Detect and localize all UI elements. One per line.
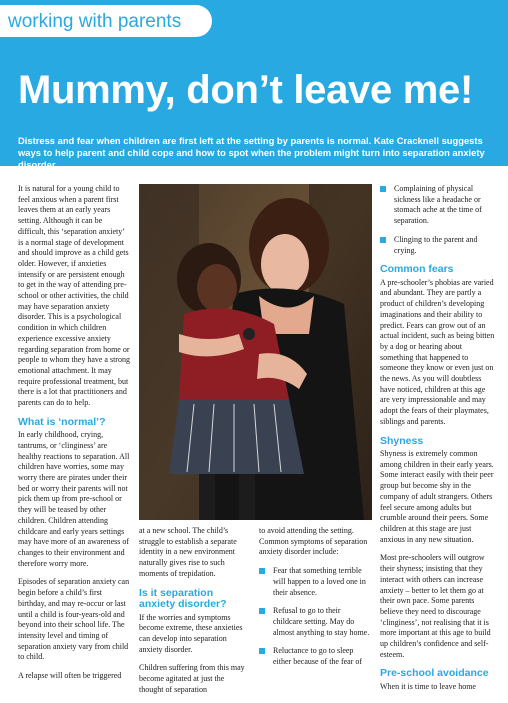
column-2	[139, 526, 249, 703]
body-paragraph: Most pre-schoolers will outgrow their shyness; insisting that they interact with others can increase anxiety – better to let them go at their own pace. Some parents believe they need to discourage ‘clinginess’, not realising that it is more important at this age to build up children’s confidence and self-esteem.	[380, 553, 491, 659]
symptom-list	[259, 566, 371, 668]
photo-illustration	[139, 184, 372, 520]
bullet-square-icon	[380, 237, 386, 243]
symptom-list-continued	[380, 184, 496, 256]
body-paragraph: A pre-schooler’s phobias are varied and abundant. They are partly a product of children’s developing imaginations and their ability to predict. Fears can grow out of an actual incident, such as being bitten by a dog or hearing about something that happened to someone they know or even just on the news. As you will doubtless have noticed, children at this age are very impressionable and may adopt the fears of their playmates, siblings and parents.	[380, 277, 495, 426]
list-item: Complaining of physical sickness like a headache or stomach ache at the time of separation.	[380, 184, 496, 227]
column-3	[259, 526, 371, 676]
body-paragraph: A relapse will often be triggered	[18, 671, 122, 681]
body-paragraph: If the worries and symptoms become extreme, these anxieties can develop into separation anxiety disorder.	[139, 612, 243, 654]
section-label: working with parents	[8, 11, 182, 32]
bullet-square-icon	[380, 186, 386, 192]
body-paragraph: Episodes of separation anxiety can begin before a child’s first birthday, and may re-occur or last until a child is four-years-old and beyond into their school life. The intensity level and timing of separation anxiety vary from child to child.	[18, 577, 130, 662]
subheading-shyness: Shyness	[380, 434, 424, 447]
subheading-is-it-sad: Is it separation anxiety disorder?	[139, 586, 227, 611]
list-item: Clinging to the parent and crying.	[380, 235, 496, 256]
list-item: Refusal to go to their childcare setting. May do almost anything to stay home.	[259, 606, 371, 638]
body-paragraph: Shyness is extremely common among children in their early years. Some interact easily with their peer group but become shy in the company of adult strangers. Others feel secure among adults but crumble around their peers. Some children at this stage are just anxious in any new situation.	[380, 449, 494, 544]
subheading-preschool-avoidance: Pre-school avoidance	[380, 667, 489, 680]
subheading-common-fears: Common fears	[380, 263, 454, 276]
subheading-what-is-normal: What is ‘normal’?	[18, 415, 106, 428]
bullet-square-icon	[259, 648, 265, 654]
column-4	[380, 184, 496, 701]
section-tab	[0, 5, 212, 37]
body-paragraph: at a new school. The child’s struggle to establish a separate identity in a new environment naturally gives rise to such moments of trepidation.	[139, 526, 237, 578]
article-standfirst: Distress and fear when children are first left at the setting by parents is normal. Kate Cracknell suggests ways to help parent and child cope and how to spot when the problem might turn into separation anxiety disorder.	[18, 135, 485, 170]
header-banner	[0, 0, 508, 170]
body-paragraph: to avoid attending the setting. Common symptoms of separation anxiety disorder include:	[259, 526, 368, 557]
list-item: Fear that something terrible will happen to a loved one in their absence.	[259, 566, 371, 598]
bullet-square-icon	[259, 568, 265, 574]
body-paragraph: Children suffering from this may become agitated at just the thought of separation	[139, 663, 245, 694]
body-paragraph: When it is time to leave home	[380, 681, 476, 691]
list-item: Reluctance to go to sleep either because of the fear of	[259, 646, 371, 667]
intro-paragraph: It is natural for a young child to feel anxious when a parent first leaves them at an early years setting. Although it can be difficult, this ‘separation anxiety’ is a normal stage of development and should improve as a child gets older. However, if anxieties intensify or are persistent enough to get in the way of attending pre-school or other activities, the child may have separation anxiety disorder. This is a psychological condition in which children experience excessive anxiety regarding separation from home or people to whom they have a strong emotional attachment. It may require professional treatment, but there is a lot that practitioners and parents can do to help.	[18, 184, 130, 408]
body-paragraph: In early childhood, crying, tantrums, or ‘clinginess’ are healthy reactions to separation. All children have worries, some may worry there are pirates under their bed or worry their parents will not pick them up from pre-school or they will be teased by other children. Children attending childcare and early years settings may have more of an awareness of changes to their environment and therefore worry more.	[18, 430, 130, 568]
bullet-square-icon	[259, 608, 265, 614]
column-1	[18, 184, 130, 690]
article-headline: Mummy, don’t leave me!	[18, 68, 473, 112]
article-photo	[139, 184, 372, 520]
